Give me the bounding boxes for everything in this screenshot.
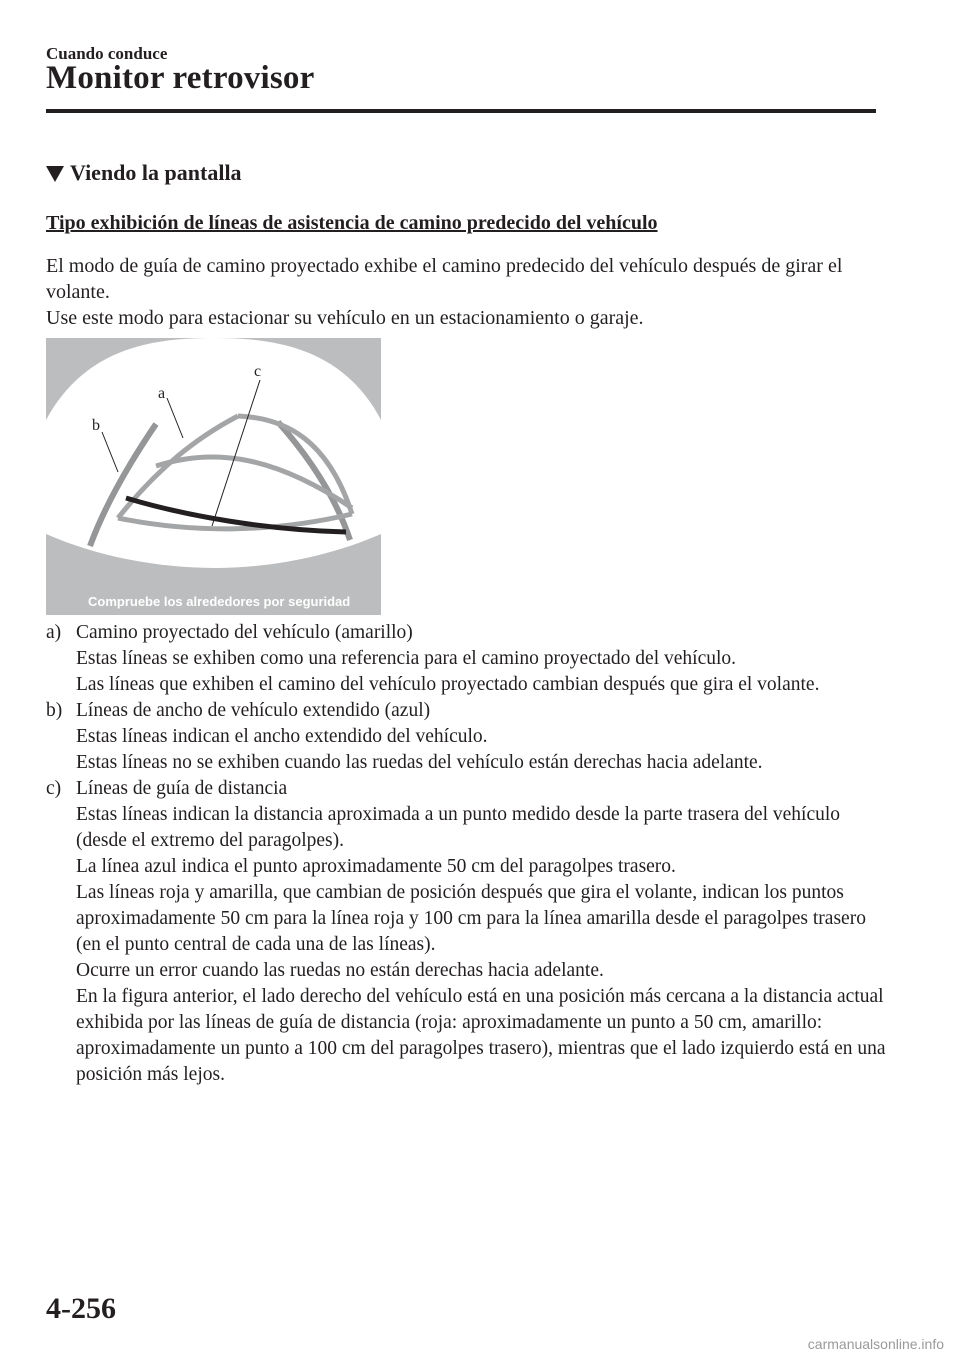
list-item <box>46 620 886 698</box>
intro-paragraph: Use este modo para estacionar su vehículo en un estacionamiento o garaje. <box>46 307 644 329</box>
item-line: La línea azul indica el punto aproximadamente 50 cm del paragolpes trasero. <box>76 856 676 877</box>
label-b: b <box>92 417 100 434</box>
section-title: Viendo la pantalla <box>70 160 242 185</box>
item-line: Estas líneas no se exhiben cuando las ruedas del vehículo están derechas hacia adelante. <box>76 752 763 773</box>
list-item <box>46 698 886 776</box>
item-line: Ocurre un error cuando las ruedas no están derechas hacia adelante. <box>76 960 604 981</box>
item-title: Líneas de ancho de vehículo extendido (azul) <box>76 700 431 721</box>
label-a: a <box>158 385 166 402</box>
rear-monitor-figure <box>46 338 381 615</box>
item-line: Estas líneas se exhiben como una referencia para el camino proyectado del vehículo. <box>76 648 737 669</box>
intro-paragraph: El modo de guía de camino proyectado exhibe el camino predecido del vehículo después de girar el volante. <box>46 255 843 303</box>
item-title: Camino proyectado del vehículo (amarillo) <box>76 622 413 643</box>
item-letter: b) <box>46 700 63 721</box>
item-list <box>46 620 886 1088</box>
monitor-caption: Compruebe los alrededores por seguridad <box>88 594 351 609</box>
watermark: carmanualsonline.info <box>807 1336 944 1352</box>
subheading: Tipo exhibición de líneas de asistencia de camino predecido del vehículo <box>46 212 658 234</box>
triangle-bullet-icon <box>46 166 64 182</box>
page-number: 4-256 <box>46 1292 116 1325</box>
chapter-title: Cuando conduce <box>46 44 168 63</box>
intro-text <box>46 253 876 331</box>
item-line: Las líneas que exhiben el camino del vehículo proyectado cambian después que gira el volante. <box>76 674 820 695</box>
item-line: Estas líneas indican la distancia aproximada a un punto medido desde la parte trasera del vehículo (desde el extremo del paragolpes). <box>76 804 841 851</box>
item-letter: c) <box>46 778 62 799</box>
item-title: Líneas de guía de distancia <box>76 778 288 799</box>
header-rule <box>46 109 876 113</box>
section-heading <box>46 160 242 186</box>
item-line: En la figura anterior, el lado derecho del vehículo está en una posición más cercana a la distancia actual exhibida por las líneas de guía de distancia (roja: aproximadamente un punto a 50 cm, amarillo: aproximadamente un punto a 100 cm del paragolpes trasero), mientras que el lado izquierdo está en una posición más lejos. <box>76 986 886 1085</box>
page-title: Monitor retrovisor <box>46 60 315 96</box>
item-letter: a) <box>46 622 62 643</box>
item-line: Las líneas roja y amarilla, que cambian de posición después que gira el volante, indican los puntos aproximadamente 50 cm para la línea roja y 100 cm para la línea amarilla desde el paragolpes trasero (en el punto central de cada una de las líneas). <box>76 882 866 955</box>
item-line: Estas líneas indican el ancho extendido del vehículo. <box>76 726 488 747</box>
list-item <box>46 776 886 1088</box>
label-c: c <box>254 363 262 380</box>
